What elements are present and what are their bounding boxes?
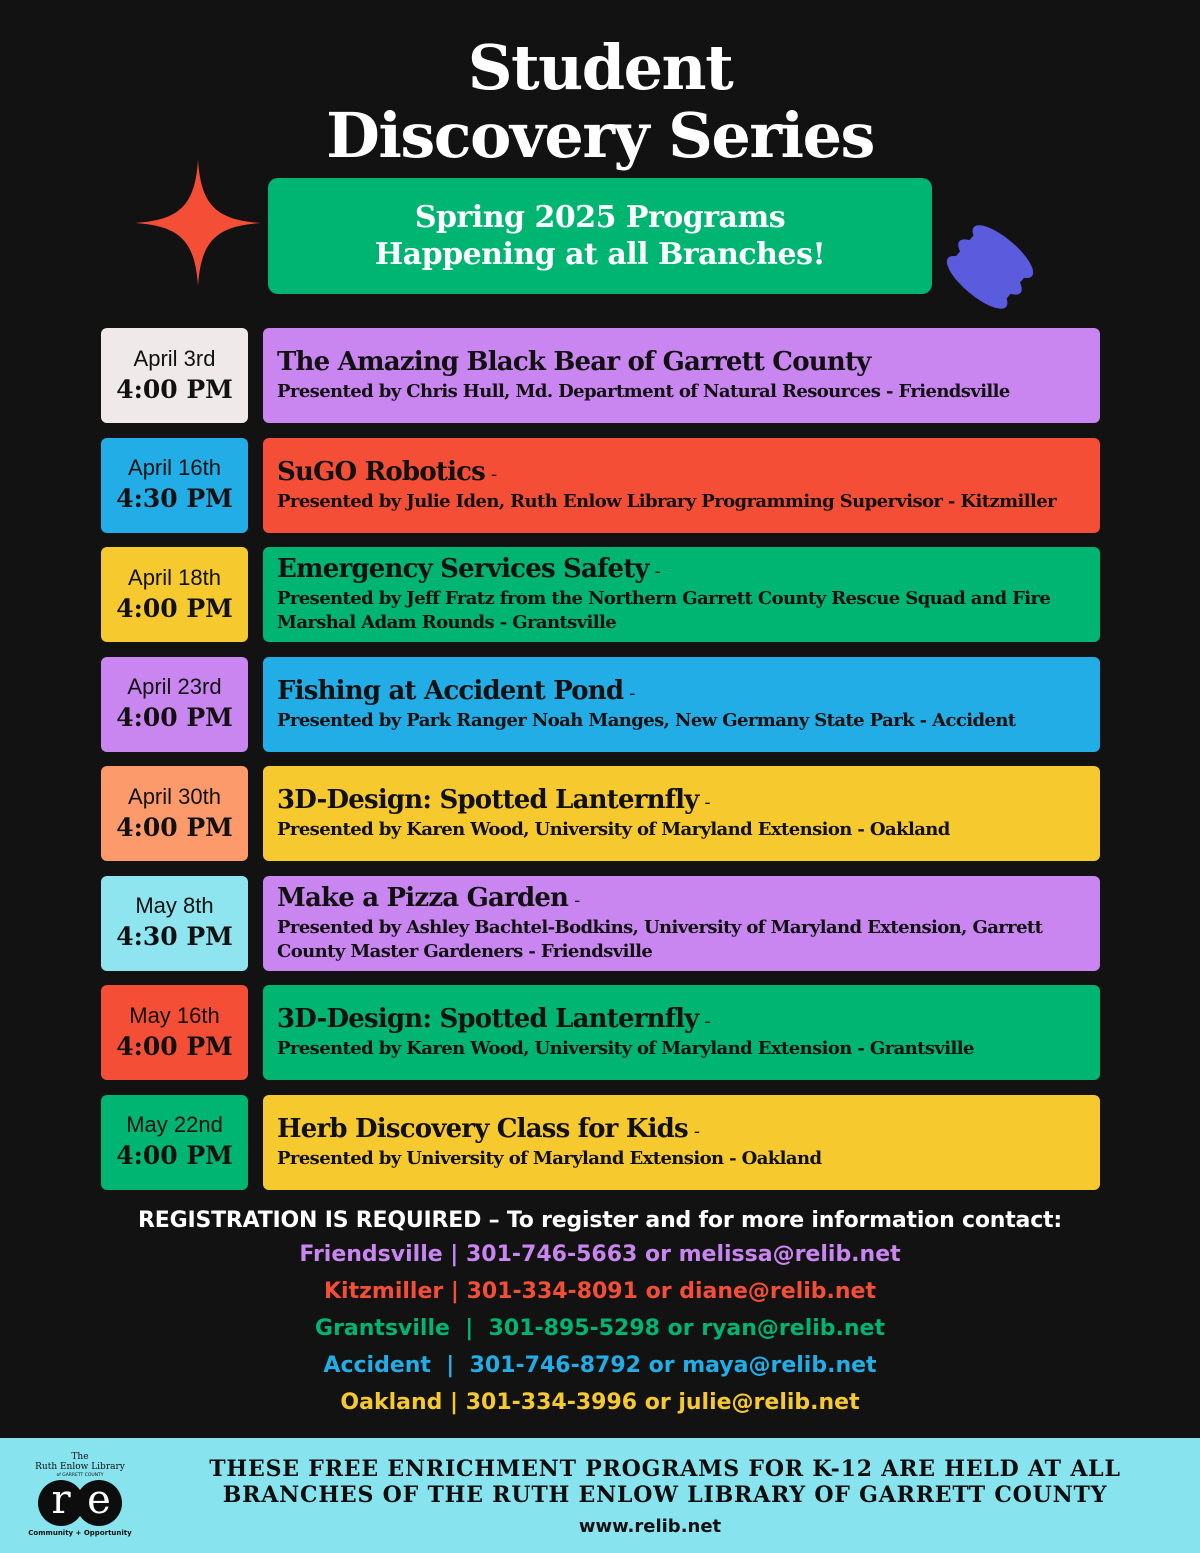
subtitle-banner xyxy=(268,178,932,294)
event-time: 4:30 PM xyxy=(116,484,233,513)
event-description: Presented by Karen Wood, University of Maryland Extension - Oakland xyxy=(277,819,950,840)
event-title-dash: - xyxy=(704,792,710,813)
event-title-dash: - xyxy=(654,561,661,582)
footer-line-2: BRANCHES OF THE RUTH ENLOW LIBRARY OF GARRETT COUNTY xyxy=(222,1482,1108,1508)
event-time: 4:00 PM xyxy=(116,812,233,842)
schedule-row xyxy=(101,766,1101,861)
event-description: Presented by Julie Iden, Ruth Enlow Library Programming Supervisor - Kitzmiller xyxy=(277,490,1056,512)
footer-line-1: THESE FREE ENRICHMENT PROGRAMS FOR K-12 ARE HELD AT ALL xyxy=(209,1456,1121,1482)
event-title xyxy=(277,785,1086,818)
title-line-2: Discovery Series xyxy=(326,99,874,172)
event-card xyxy=(263,1095,1100,1190)
footer-banner xyxy=(0,1438,1200,1553)
event-title-dash: - xyxy=(704,1011,710,1032)
event-title-text: Make a Pizza Garden xyxy=(277,882,569,913)
event-time: 4:00 PM xyxy=(116,374,233,404)
event-card xyxy=(263,985,1100,1080)
event-title-dash: - xyxy=(491,463,497,485)
event-title-text: Herb Discovery Class for Kids xyxy=(277,1113,688,1144)
event-card xyxy=(263,657,1100,752)
contact-line[interactable]: Accident | 301-746-8792 or maya@relib.net xyxy=(323,1353,877,1378)
subtitle-line-1: Spring 2025 Programs xyxy=(414,200,786,235)
event-title-text: SuGO Robotics xyxy=(277,456,486,487)
event-title xyxy=(277,883,1086,916)
logo-line-2: Ruth Enlow Library xyxy=(35,1462,125,1472)
schedule-row xyxy=(101,876,1101,971)
date-badge xyxy=(101,876,248,971)
schedule-row xyxy=(101,1095,1101,1190)
event-title xyxy=(277,1114,1086,1147)
event-title-dash: - xyxy=(693,1120,700,1142)
schedule-row xyxy=(101,438,1101,533)
event-description: Presented by Chris Hull, Md. Department of Natural Resources - Friendsville xyxy=(277,381,1010,402)
event-description: Presented by Park Ranger Noah Manges, New Germany State Park - Accident xyxy=(277,709,1016,731)
date-badge xyxy=(101,547,248,642)
logo-mark xyxy=(36,1477,124,1528)
event-date: April 18th xyxy=(128,564,221,590)
event-time: 4:00 PM xyxy=(116,593,233,623)
schedule-row xyxy=(101,657,1101,752)
date-badge xyxy=(101,657,248,752)
subtitle-line-2: Happening at all Branches! xyxy=(374,237,826,272)
event-description: Presented by Jeff Fratz from the Northern Garrett County Rescue Squad and Fire Marshal Adam Rounds - Grantsville xyxy=(277,588,1051,633)
date-badge xyxy=(101,985,248,1080)
contact-line[interactable]: Oakland | 301-334-3996 or julie@relib.net xyxy=(340,1390,860,1415)
footer-message xyxy=(150,1456,1180,1508)
logo-circle-e: e xyxy=(76,1480,122,1526)
event-description: Presented by University of Maryland Extension - Oakland xyxy=(277,1147,822,1169)
event-date: April 3rd xyxy=(133,345,216,371)
date-badge xyxy=(101,766,248,861)
registration-heading: REGISTRATION IS REQUIRED – To register and for more information contact: xyxy=(138,1208,1062,1233)
event-title xyxy=(277,347,1086,380)
date-badge xyxy=(101,328,248,423)
logo-circle-r: r xyxy=(38,1480,84,1526)
event-title-text: The Amazing Black Bear of Garrett County xyxy=(277,347,871,377)
event-date: April 30th xyxy=(128,783,221,809)
event-card xyxy=(263,547,1100,642)
website-link[interactable]: www.relib.net xyxy=(578,1516,722,1537)
event-description: Presented by Karen Wood, University of Maryland Extension - Grantsville xyxy=(277,1038,974,1059)
event-description: Presented by Ashley Bachtel-Bodkins, University of Maryland Extension, Garrett County Master Gardeners - Friendsville xyxy=(277,916,1043,962)
event-title-dash: - xyxy=(629,682,635,704)
event-time: 4:00 PM xyxy=(116,703,233,732)
contact-line[interactable]: Grantsville | 301-895-5298 or ryan@relib.net xyxy=(315,1316,885,1341)
contact-line[interactable]: Friendsville | 301-746-5663 or melissa@relib.net xyxy=(299,1242,901,1267)
event-date: May 16th xyxy=(129,1002,220,1028)
event-title-text: Emergency Services Safety xyxy=(277,554,649,584)
event-date: April 16th xyxy=(128,455,221,480)
event-date: May 8th xyxy=(135,893,214,918)
logo-tagline: Community + Opportunity xyxy=(28,1529,132,1537)
event-title xyxy=(277,457,1086,490)
event-date: April 23rd xyxy=(127,674,222,699)
event-title-text: 3D-Design: Spotted Lanternfly xyxy=(277,1004,699,1034)
sparkle-icon xyxy=(135,160,261,286)
schedule-row xyxy=(101,547,1101,642)
event-card xyxy=(263,876,1100,971)
event-card xyxy=(263,766,1100,861)
page-title xyxy=(0,31,1200,172)
contact-line[interactable]: Kitzmiller | 301-334-8091 or diane@relib.net xyxy=(324,1279,876,1304)
event-title-text: 3D-Design: Spotted Lanternfly xyxy=(277,785,699,815)
event-date: May 22nd xyxy=(126,1112,223,1137)
registration-section xyxy=(0,1206,1200,1421)
library-logo xyxy=(22,1452,138,1544)
logo-line-3: of GARRETT COUNTY xyxy=(56,1473,104,1478)
title-line-1: Student xyxy=(467,31,733,104)
contact-list xyxy=(0,1236,1200,1421)
event-time: 4:00 PM xyxy=(116,1141,233,1170)
event-title xyxy=(277,676,1086,709)
event-card xyxy=(263,328,1100,423)
event-title-dash: - xyxy=(574,889,580,911)
logo-line-1: The xyxy=(71,1452,89,1462)
event-title xyxy=(277,554,1086,587)
schedule-row xyxy=(101,985,1101,1080)
squiggle-icon xyxy=(945,225,1035,310)
event-title-text: Fishing at Accident Pond xyxy=(277,675,624,706)
event-time: 4:30 PM xyxy=(116,922,233,951)
date-badge xyxy=(101,1095,248,1190)
date-badge xyxy=(101,438,248,533)
event-card xyxy=(263,438,1100,533)
event-title xyxy=(277,1004,1086,1037)
event-time: 4:00 PM xyxy=(116,1031,233,1061)
schedule-row xyxy=(101,328,1101,423)
